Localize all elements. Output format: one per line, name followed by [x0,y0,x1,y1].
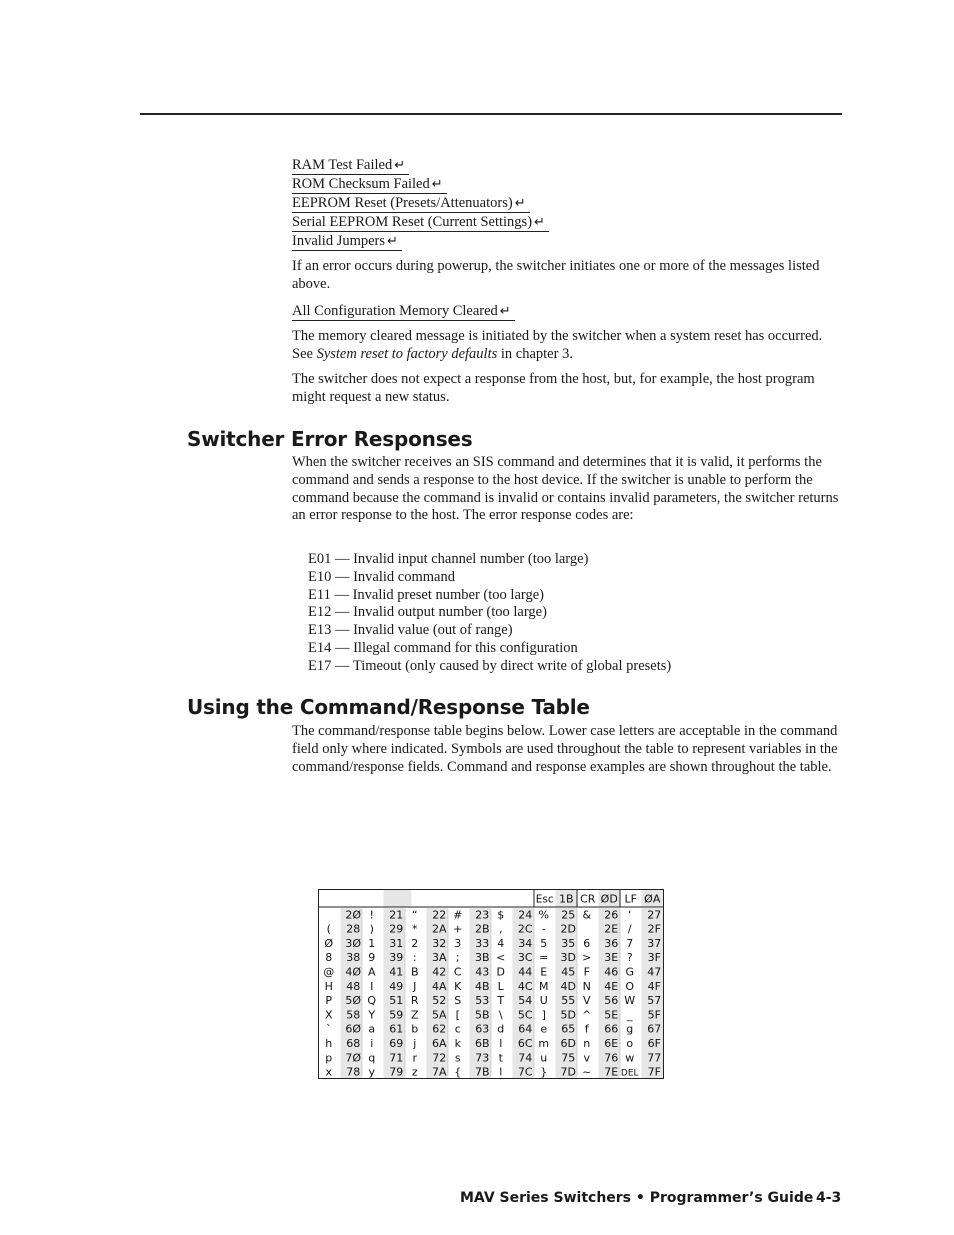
hex-code-label: 7B [474,1065,490,1078]
hex-code-label: 1B [558,892,574,906]
error-code-item: E11 — Invalid preset number (too large) [308,586,544,603]
character-label: 5 [540,936,548,950]
hex-code-label: 31 [389,936,404,950]
reference-italic: System reset to factory defaults [316,345,498,362]
character-label: 3 [454,936,462,950]
character-label: p [325,1051,333,1065]
hex-code-label: 2B [474,922,490,936]
character-label: X [324,1008,333,1022]
character-label: > [582,951,592,965]
character-label: s [454,1051,461,1065]
character-label: : [412,951,417,965]
hex-code-label: 6C [517,1037,533,1050]
character-label: \ [498,1008,503,1022]
character-label: ‘ [628,908,632,922]
hex-code-label: 3E [604,951,619,965]
hex-code-label: 51 [389,994,404,1008]
hex-code-label: ØA [644,892,661,906]
return-icon: ↵ [431,177,443,192]
hex-code-label: 71 [389,1051,404,1065]
character-label: F [583,965,590,979]
character-label: ) [369,922,374,936]
character-label: x [325,1065,333,1078]
hex-code-label: 66 [604,1022,619,1036]
hex-code-label: 48 [346,979,361,993]
hex-code-label: 2D [560,922,576,936]
character-label: CR [580,892,596,906]
character-label: ; [455,951,460,965]
hex-code-label: 54 [518,994,533,1008]
hex-code-label: 44 [518,965,533,979]
hex-code-label: 69 [389,1037,404,1050]
character-label: t [498,1051,503,1065]
hex-code-label: 5B [474,1008,490,1022]
hex-code-label: 59 [389,1008,404,1022]
message-text: EEPROM Reset (Presets/Attenuators) [292,195,513,211]
hex-code-label: 4D [560,979,576,993]
hex-code-label: 74 [518,1051,533,1065]
character-label: } [540,1065,548,1078]
top-rule [140,113,842,115]
character-label: q [368,1051,376,1065]
hex-code-label: 4C [517,979,533,993]
character-label: Esc [535,893,554,906]
hex-code-label: ØD [600,892,618,906]
hex-code-label: 43 [475,965,490,979]
hex-code-label: 29 [389,922,404,936]
hex-code-label: 3F [647,951,661,965]
character-label: # [453,908,463,922]
character-label: 4 [497,936,505,950]
host-paragraph: The switcher does not expect a response from the host, but, for example, the host program might request a new status. [292,371,815,405]
hex-code-label: 52 [432,994,447,1008]
character-label: 7 [626,936,634,950]
message-memory-cleared [292,303,515,321]
character-label: d [497,1022,505,1036]
hex-code-label: 65 [561,1022,576,1036]
hex-code-label: 33 [475,936,490,950]
command-response-paragraph: The command/response table begins below. Lower case letters are acceptable in the command field only where indicated. Symbols are used throughout the table to represent variables in the command/response fields. Command and response examples are shown throughout the table. [292,723,838,775]
character-label: DEL [620,1068,639,1078]
error-code-item: E01 — Invalid input channel number (too large) [308,551,589,567]
character-label: / [627,922,632,936]
hex-code-label: 28 [346,922,361,936]
hex-code-label: 26 [604,908,619,922]
page-number: 4-3 [816,1190,842,1206]
character-label: A [367,965,376,979]
character-label: M [539,979,549,993]
character-label: N [582,979,591,993]
hex-code-label: 27 [647,908,662,922]
character-label: ( [326,922,331,936]
return-icon: ↵ [394,158,406,173]
character-label: z [411,1065,418,1078]
character-label: , [499,922,503,936]
character-label: LF [624,892,637,906]
ascii-table-grid [319,890,663,1078]
hex-code-label: 39 [389,951,404,965]
hex-code-label: 2F [647,922,661,936]
character-label: V [582,994,591,1008]
character-label: - [541,922,546,936]
character-label: = [539,951,549,965]
character-label: H [324,979,333,993]
return-icon: ↵ [499,304,511,319]
hex-code-label: 3D [560,951,576,965]
hex-code-label: 5C [517,1008,533,1022]
hex-code-label: 4A [431,979,447,993]
character-label: Y [368,1008,376,1022]
character-label: W [624,994,636,1008]
hex-code-label: 78 [346,1065,361,1078]
character-label: S [454,994,462,1008]
hex-code-label: 32 [432,936,447,950]
error-code-item: E14 — Illegal command for this configuration [308,639,578,656]
character-label: Z [410,1008,419,1022]
character-label: 1 [368,936,376,950]
hex-code-label: 55 [561,994,576,1008]
hex-code-label: 49 [389,979,404,993]
hex-code-label: 21 [389,908,404,922]
character-label: { [454,1065,462,1078]
character-label: O [625,979,635,993]
character-label: c [454,1022,461,1036]
hex-code-label: 62 [432,1022,447,1036]
character-label: J [413,979,417,993]
character-label: ! [369,908,374,922]
character-label: j [413,1037,417,1050]
error-code-item: E17 — Timeout (only caused by direct write of global presets) [308,657,672,674]
hex-code-label: 3C [517,951,533,965]
hex-code-label: 2A [431,922,447,936]
character-label: I [370,979,374,993]
hex-code-label: 35 [561,936,576,950]
character-label: U [539,994,548,1008]
character-label: u [540,1051,548,1065]
hex-code-label: 4E [604,979,619,993]
hex-code-label: 25 [561,908,576,922]
character-label: G [625,965,635,979]
character-label: % [538,908,549,922]
character-label: b [411,1022,419,1036]
message-serial-eeprom-reset [292,214,549,232]
hex-code-label: 5E [604,1008,619,1022]
hex-code-label: 4F [647,979,661,993]
character-label: $ [497,908,505,922]
hex-code-label: 36 [604,936,619,950]
hex-code-label: 6E [604,1037,619,1050]
hex-code-label: 37 [647,936,662,950]
message-text: Serial EEPROM Reset (Current Settings) [292,214,533,230]
error-code-list [308,551,671,676]
hex-code-label: 7E [604,1065,619,1078]
character-label: 9 [368,951,376,965]
hex-code-label: 5A [431,1008,447,1022]
character-label: @ [323,965,335,979]
character-label: f [584,1022,589,1036]
character-label: l [499,1065,503,1078]
error-code-item: E13 — Invalid value (out of range) [308,622,513,639]
hex-code-label: 79 [389,1065,404,1078]
character-label: _ [627,1008,633,1022]
header-shade [384,890,412,907]
memory-cleared-paragraph: The memory cleared message is initiated by the switcher when a system reset has occurred. See System reset to factory defaults in chapter 3. [292,328,823,362]
message-text: All Configuration Memory Cleared [292,303,498,319]
hex-code-label: 6B [474,1037,490,1050]
hex-code-label: 45 [561,965,576,979]
character-label: Ø [324,936,334,950]
message-invalid-jumpers [292,233,402,251]
character-label: o [626,1037,634,1050]
hex-code-label: 3Ø [345,936,362,950]
character-label: 6 [583,936,591,950]
character-label: C [453,965,462,979]
character-label: n [583,1037,591,1050]
character-label: a [368,1022,376,1036]
message-ram-test-failed [292,157,409,175]
hex-code-label: 67 [647,1022,662,1036]
hex-code-label: 6A [431,1037,447,1050]
hex-code-label: 3B [474,951,490,965]
hex-code-label: 7D [560,1065,576,1078]
character-label: B [410,965,419,979]
footer-title: MAV Series Switchers • Programmer’s Guide [460,1190,814,1206]
hex-code-label: 7C [517,1065,533,1078]
ascii-table [318,889,664,1079]
character-label: * [412,922,418,936]
character-label: ^ [582,1008,592,1022]
character-label: P [325,994,333,1008]
hex-code-label: 3A [431,951,447,965]
character-label: w [625,1051,635,1065]
character-label: ? [626,951,633,965]
character-label: m [538,1037,550,1050]
hex-code-label: 72 [432,1051,447,1065]
hex-code-label: 53 [475,994,490,1008]
hex-code-label: 34 [518,936,533,950]
hex-code-label: 63 [475,1022,490,1036]
hex-code-label: 42 [432,965,447,979]
hex-code-label: 23 [475,908,490,922]
hex-code-label: 41 [389,965,404,979]
section-heading-command-response-table: Using the Command/Response Table [187,695,590,719]
hex-code-label: 56 [604,994,619,1008]
character-label: < [496,951,506,965]
message-eeprom-reset [292,195,530,213]
character-label: h [325,1037,333,1050]
return-icon: ↵ [514,196,526,211]
character-label: “ [411,908,418,922]
character-label: y [368,1065,376,1078]
character-label: i [370,1037,374,1050]
hex-code-label: 75 [561,1051,576,1065]
character-label: g [626,1022,634,1036]
message-rom-checksum-failed [292,176,447,194]
character-label: 8 [325,951,333,965]
character-label: k [454,1037,461,1050]
character-label: + [453,922,463,936]
hex-code-label: 77 [647,1051,662,1065]
hex-code-label: 7A [431,1065,447,1078]
section-heading-error-responses: Switcher Error Responses [187,427,473,451]
hex-code-label: 47 [647,965,662,979]
character-label: D [496,965,505,979]
hex-code-label: 4Ø [345,965,362,979]
return-icon: ↵ [387,234,398,249]
hex-code-label: 22 [432,908,447,922]
hex-code-label: 58 [346,1008,361,1022]
hex-code-label: 68 [346,1037,361,1050]
character-label: r [412,1051,418,1065]
hex-code-label: 2E [604,922,619,936]
character-label: L [497,979,504,993]
hex-code-label: 6D [560,1037,576,1050]
character-label: Q [367,994,377,1008]
character-label: E [540,965,548,979]
hex-code-label: 5Ø [345,994,362,1008]
hex-code-label: 5F [647,1008,661,1022]
character-label: R [410,994,419,1008]
character-label: 2 [411,936,419,950]
character-label: ~ [582,1065,592,1078]
hex-code-label: 2C [517,922,533,936]
hex-code-label: 61 [389,1022,404,1036]
character-label: T [497,994,505,1008]
error-code-item: E10 — Invalid command [308,568,455,585]
character-label: ` [326,1022,332,1036]
hex-code-label: 4B [474,979,490,993]
character-label: K [454,979,462,993]
hex-code-label: 2Ø [345,908,362,922]
hex-code-label: 57 [647,994,662,1008]
character-label: [ [455,1008,460,1022]
hex-code-label: 7F [647,1065,661,1078]
hex-code-label: 24 [518,908,533,922]
hex-code-label: 38 [346,951,361,965]
hex-code-label: 6Ø [345,1022,362,1036]
hex-code-label: 64 [518,1022,533,1036]
powerup-paragraph: If an error occurs during powerup, the switcher initiates one or more of the messages listed above. [292,258,820,292]
message-text: ROM Checksum Failed [292,176,430,192]
hex-code-label: 73 [475,1051,490,1065]
character-label: l [499,1037,503,1050]
character-label: e [540,1022,548,1036]
message-text: Invalid Jumpers [292,233,386,249]
return-icon: ↵ [534,215,545,230]
character-label: & [582,908,592,922]
hex-code-label: 46 [604,965,619,979]
message-text: RAM Test Failed [292,157,393,173]
error-responses-paragraph: When the switcher receives an SIS command and determines that it is valid, it performs the command and sends a response to the host device. If the switcher is unable to perform the command because the command is invalid or contains invalid parameters, the switcher returns an error response to the host. The error response codes are: [292,454,839,524]
hex-code-label: 76 [604,1051,619,1065]
error-code-item: E12 — Invalid output number (too large) [308,604,547,621]
hex-code-label: 6F [647,1037,661,1050]
hex-code-label: 7Ø [345,1051,362,1065]
character-label: v [583,1051,591,1065]
hex-code-label: 5D [560,1008,576,1022]
character-label: ] [541,1008,546,1022]
